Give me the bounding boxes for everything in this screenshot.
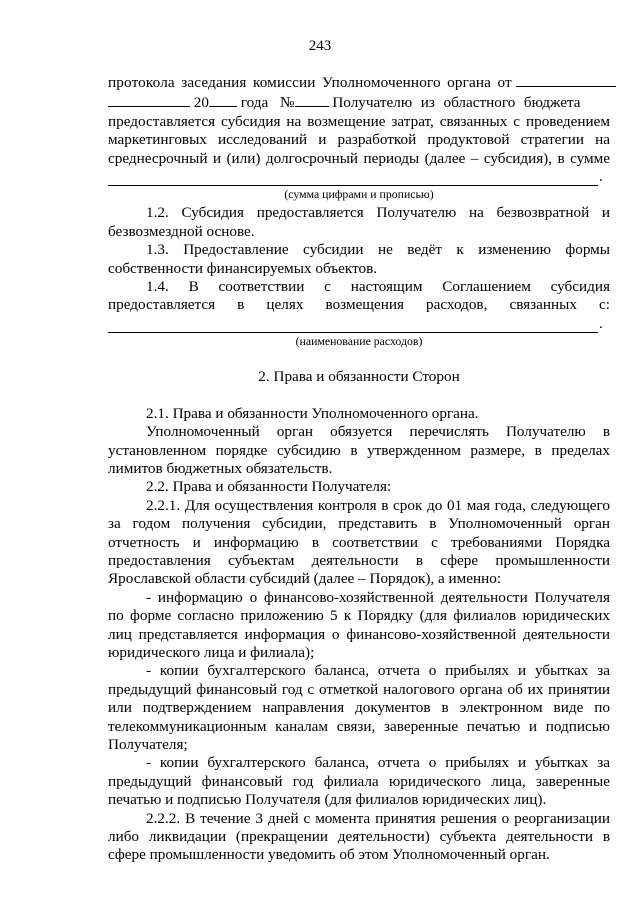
list-item: - информацию о финансово-хозяйственной деятельности Получателя по форме согласно приложению 5 к Порядку (для филиалов юридических лиц представляется информация о финансово-хозяйственной деятельности юридического лица и филиала);	[108, 588, 610, 661]
list-item: - копии бухгалтерского баланса, отчета о прибылях и убытках за предыдущий финансовый год филиала юридического лица, заверенные печатью и подписью Получателя (для филиалов юридических лиц).	[108, 754, 610, 809]
clause-2-2-1: 2.2.1. Для осуществления контроля в срок до 01 мая года, следующего за годом получения субсидии, представить в Уполномоченный орган отчетность и информацию в соответствии с требованиями Порядка предоставления субъектам деятельности в сфере промышленности Ярославской области субсидий (далее – Порядок), а именно:	[108, 496, 610, 588]
expenses-caption: (наименование расходов)	[295, 334, 423, 349]
intro-line-2	[108, 92, 610, 112]
year-blank	[209, 92, 237, 107]
year-mid: года №	[240, 94, 295, 112]
year-prefix: 20	[193, 94, 209, 112]
intro-line-1	[108, 72, 610, 92]
date-blank-2	[108, 92, 190, 107]
clause-2-2-2: 2.2.2. В течение 3 дней с момента принятия решения о реорганизации либо ликвидации (прекращении деятельности) субъекта деятельности в сфере промышленности уведомить об этом Уполномоченный орган.	[108, 809, 610, 864]
intro-rest: предоставляется субсидия на возмещение затрат, связанных с проведением маркетинговых исследований и разработкой продуктовой стратегии на среднесрочный и (или) долгосрочный периоды (далее – субсидия), в сумме	[108, 112, 610, 167]
document-body	[108, 72, 610, 865]
expenses-blank	[108, 318, 598, 333]
clause-2-1: 2.1. Права и обязанности Уполномоченного органа.	[146, 404, 479, 422]
amount-caption: (сумма цифрами и прописью)	[284, 187, 434, 202]
date-blank	[516, 72, 616, 87]
amount-line	[108, 168, 610, 186]
amount-dot: .	[599, 168, 603, 186]
clause-1-3: 1.3. Предоставление субсидии не ведёт к изменению формы собственности финансируемых объектов.	[108, 241, 610, 277]
expenses-line	[108, 315, 610, 333]
page-number: 243	[308, 38, 332, 54]
clause-1-2: 1.2. Субсидия предоставляется Получателю на безвозвратной и безвозмездной основе.	[108, 204, 610, 240]
clause-2-1-text: Уполномоченный орган обязуется перечислять Получателю в установленном порядке субсидию в утвержденном размере, в пределах лимитов бюджетных обязательств.	[108, 423, 610, 477]
expenses-dot: .	[599, 314, 603, 332]
intro-line-1-text: протокола заседания комиссии Уполномоченного органа от	[108, 74, 512, 91]
intro-line-2-text: Получателю из областного бюджета	[332, 94, 581, 112]
number-blank	[295, 92, 329, 107]
section-heading: 2. Права и обязанности Сторон	[258, 368, 460, 386]
clause-1-4: 1.4. В соответствии с настоящим Соглашением субсидия предоставляется в целях возмещения расходов, связанных с:	[108, 278, 610, 314]
amount-blank	[108, 171, 598, 186]
clause-2-2: 2.2. Права и обязанности Получателя:	[146, 478, 392, 496]
list-item: - копии бухгалтерского баланса, отчета о прибылях и убытках за предыдущий финансовый год с отметкой налогового органа об их принятии или подтверждением направления документов в электронном виде по телекоммуникационным каналам связи, заверенные печатью и подписью Получателя;	[108, 662, 610, 753]
